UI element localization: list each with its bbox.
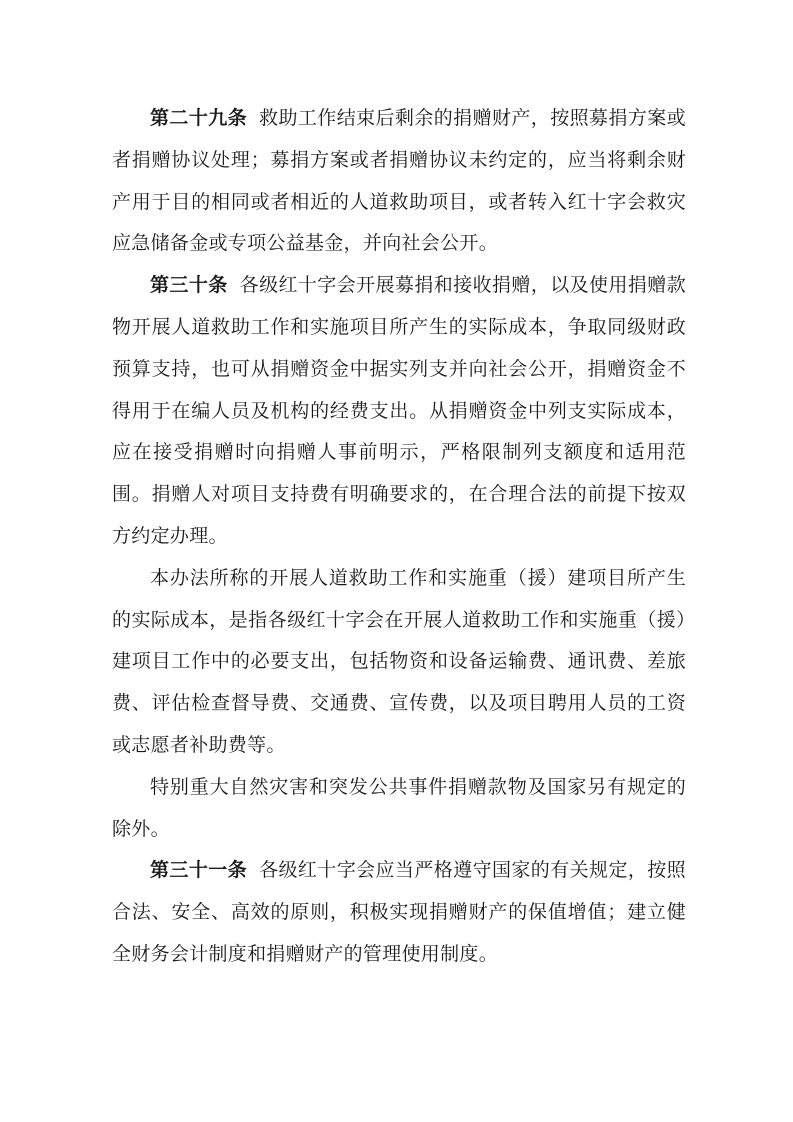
paragraph-article-31 xyxy=(112,850,686,975)
document-body xyxy=(112,98,686,976)
article-number: 第三十条 xyxy=(150,274,228,297)
article-number: 第三十一条 xyxy=(150,859,248,882)
paragraph-text: 特别重大自然灾害和突发公共事件捐赠款物及国家另有规定的除外。 xyxy=(112,775,686,840)
paragraph-text: 本办法所称的开展人道救助工作和实施重（援）建项目所产生的实际成本，是指各级红十字会在开展人道救助工作和实施重（援）建项目工作中的必要支出，包括物资和设备运输费、通讯费、差旅费、评估检查督导费、交通费、宣传费，以及项目聘用人员的工资或志愿者补助费等。 xyxy=(112,566,686,756)
paragraph-cost-definition xyxy=(112,558,686,767)
paragraph-text: 各级红十字会开展募捐和接收捐赠，以及使用捐赠款物开展人道救助工作和实施项目所产生的实际成本，争取同级财政预算支持，也可从捐赠资金中据实列支并向社会公开，捐赠资金不得用于在编人员及机构的经费支出。从捐赠资金中列支实际成本，应在接受捐赠时向捐赠人事前明示，严格限制列支额度和适用范围。捐赠人对项目支持费有明确要求的，在合理合法的前提下按双方约定办理。 xyxy=(112,274,687,547)
paragraph-article-29 xyxy=(112,98,686,265)
paragraph-text: 各级红十字会应当严格遵守国家的有关规定，按照合法、安全、高效的原则，积极实现捐赠财产的保值增值；建立健全财务会计制度和捐赠财产的管理使用制度。 xyxy=(112,859,686,965)
paragraph-text: 救助工作结束后剩余的捐赠财产，按照募捐方案或者捐赠协议处理；募捐方案或者捐赠协议未约定的，应当将剩余财产用于目的相同或者相近的人道救助项目，或者转入红十字会救灾应急储备金或专项公益基金，并向社会公开。 xyxy=(112,107,686,255)
article-number: 第二十九条 xyxy=(150,107,248,129)
paragraph-exception xyxy=(112,767,686,851)
paragraph-article-30 xyxy=(112,265,686,558)
